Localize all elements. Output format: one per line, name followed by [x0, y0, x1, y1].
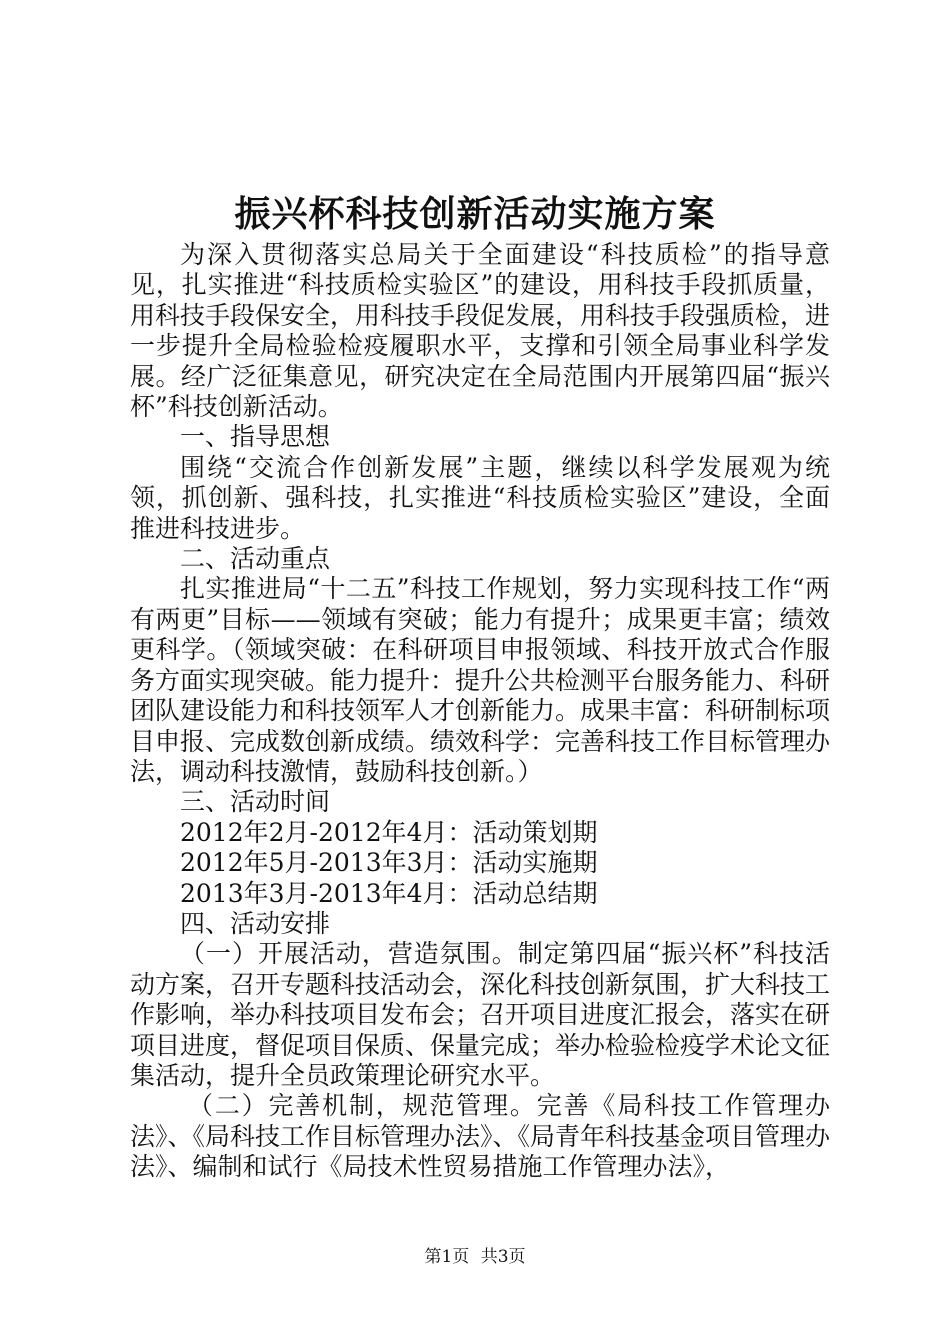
document-title: 振兴杯科技创新活动实施方案 — [234, 194, 716, 235]
timeline-item-planning: 2012年2月-2012年4月：活动策划期 — [180, 817, 598, 847]
timeline-item-implementation: 2012年5月-2013年3月：活动实施期 — [180, 848, 598, 878]
document-body — [130, 240, 830, 1183]
page-footer — [0, 1242, 950, 1267]
guiding-thought-paragraph: 围绕“交流合作创新发展”主题，继续以科学发展观为统领，抓创新、强科技，扎实推进“科技质检实验区”建设，全面推进科技进步。 — [130, 452, 830, 543]
arrangement-item-2: （二）完善机制，规范管理。完善《局科技工作管理办法》、《局科技工作目标管理办法》、《局青年科技基金项目管理办法》、编制和试行《局技术性贸易措施工作管理办法》， — [130, 1091, 831, 1182]
section-heading-guiding-thought: 一、指导思想 — [180, 422, 331, 452]
arrangement-item-1: （一）开展活动，营造氛围。制定第四届“振兴杯”科技活动方案，召开专题科技活动会，深化科技创新氛围，扩大科技工作影响，举办科技项目发布会；召开项目进度汇报会，落实在研项目进度，督促项目保质、保量完成；举办检验检疫学术论文征集活动，提升全员政策理论研究水平。 — [130, 939, 831, 1090]
timeline-item-summary: 2013年3月-2013年4月：活动总结期 — [180, 878, 598, 908]
section-heading-activity-time: 三、活动时间 — [180, 787, 331, 817]
section-heading-activity-focus: 二、活动重点 — [180, 544, 331, 574]
intro-paragraph: 为深入贯彻落实总局关于全面建设“科技质检”的指导意见，扎实推进“科技质检实验区”的建设，用科技手段抓质量，用科技手段保安全，用科技手段促发展，用科技手段强质检，进一步提升全局检验检疫履职水平，支撑和引领全局事业科学发展。经广泛征集意见，研究决定在全局范围内开展第四届“振兴杯”科技创新活动。 — [130, 240, 831, 422]
page-total: 共3页 — [480, 1247, 526, 1267]
page-number: 第1页 — [424, 1247, 470, 1267]
section-heading-activity-arrangement: 四、活动安排 — [180, 908, 331, 938]
activity-focus-paragraph: 扎实推进局“十二五”科技工作规划，努力实现科技工作“两有两更”目标——领域有突破；能力有提升；成果更丰富；绩效更科学。（领域突破：在科研项目申报领域、科技开放式合作服务方面实现突破。能力提升：提升公共检测平台服务能力、科研团队建设能力和科技领军人才创新能力。成果丰富：科研制标项目申报、完成数创新成绩。绩效科学：完善科技工作目标管理办法，调动科技激情，鼓励科技创新。） — [130, 574, 831, 786]
